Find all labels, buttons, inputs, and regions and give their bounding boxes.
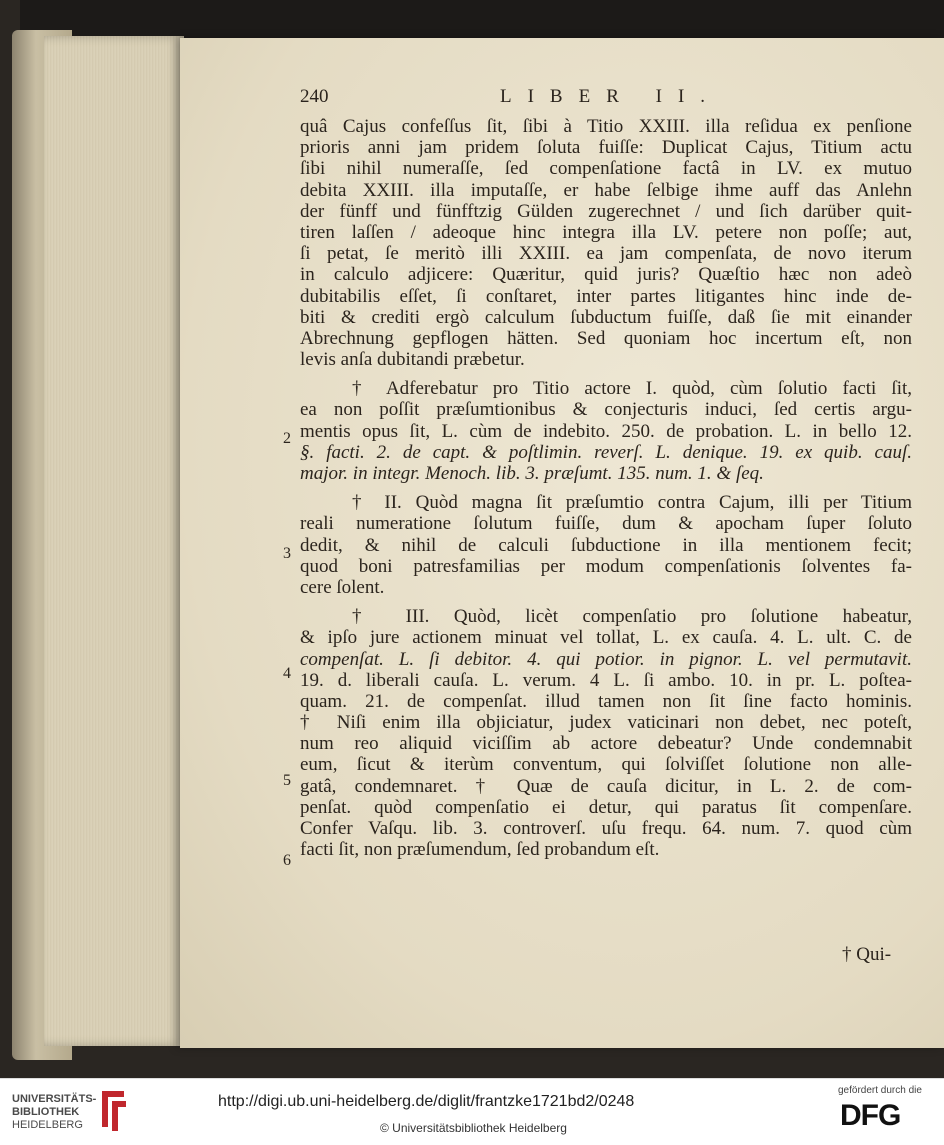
text-line: gatâ, condemnaret. † Quæ de cauſa dicitur, in L. 2. de com-: [300, 775, 912, 797]
text-line: levis anſa dubitandi præbetur.: [300, 349, 525, 371]
text-line: prioris anni jam pridem ſoluta fuiſſe: Duplicat Cajus, Titium actu: [300, 137, 912, 159]
dfg-logo[interactable]: DFG: [840, 1099, 901, 1132]
copyright-notice: © Universitätsbibliothek Heidelberg: [380, 1121, 567, 1135]
text-line: † Niſi enim illa objiciatur, judex vaticinari non debet, nec poteſt,: [300, 712, 912, 734]
permalink-url[interactable]: http://digi.ub.uni-heidelberg.de/diglit/frantzke1721bd2/0248: [218, 1093, 635, 1110]
text-line: dubitabilis eſſet, ſi conſtaret, inter partes litigantes hinc inde de-: [300, 285, 912, 307]
text-line: tiren laſſen / adeoque hinc integra illa LV. petere non poſſe; aut,: [300, 221, 912, 243]
margin-number: 5: [283, 772, 291, 789]
page-stack-edge: [44, 36, 184, 1046]
text-line: §. facti. 2. de capt. & poſtlimin. reverſ. L. denique. 19. ex quib. cauſ.: [300, 441, 912, 463]
catchword: † Qui-: [842, 944, 892, 965]
text-line: biti & crediti ergò calculum ſubductum fuiſſe, daß ſie mit einander: [300, 306, 912, 328]
library-name-line: UNIVERSITÄTS-: [12, 1093, 97, 1105]
library-name-line: BIBLIOTHEK: [12, 1106, 80, 1118]
text-line: eum, ſicut & iterùm conventum, qui ſolviſſet ſolutione non alle-: [300, 754, 912, 776]
scan-background: [20, 0, 944, 40]
paragraph-3: [300, 492, 912, 598]
page-number: 240: [300, 86, 329, 107]
text-line: † II. Quòd magna ſit præſumtio contra Cajum, illi per Titium: [352, 492, 912, 514]
text-line: † III. Quòd, licèt compenſatio pro ſolutione habeatur,: [352, 606, 912, 628]
text-line: mentis opus ſit, L. cùm de indebito. 250. de probation. L. in bello 12.: [300, 420, 912, 442]
text-line: quam. 21. de compenſat. illud tamen non ſit ſine facto hominis.: [300, 690, 912, 712]
margin-number: 2: [283, 430, 291, 447]
text-line: compenſat. L. ſi debitor. 4. qui potior. in pignor. L. vel permutavit.: [300, 648, 912, 670]
text-line: debita XXIII. illa imputaſſe, er habe ſelbige ihme auff das Anlehn: [300, 179, 912, 201]
margin-number: 6: [283, 852, 291, 869]
paragraph-2: [300, 378, 912, 484]
margin-number: 3: [283, 545, 291, 562]
text-line: ſibi nihil numeraſſe, ſed compenſatione factâ in LV. ex mutuo: [300, 158, 912, 180]
text-line: dedit, & nihil de calculi ſubductione in illa mentionem fecit;: [300, 534, 912, 556]
text-line: quâ Cajus confeſſus ſit, ſibi à Titio XXIII. illa reſidua ex penſione: [300, 116, 912, 137]
library-logo-icon[interactable]: [96, 1087, 130, 1133]
text-line: facti ſit, non præſumendum, ſed probandum eſt.: [300, 839, 660, 861]
viewer-footer: [0, 1078, 944, 1145]
text-line: der fünff und fünfftzig Gülden zugerechnet / und ſich darüber quit-: [300, 200, 912, 222]
running-title: LIBER II.: [500, 86, 722, 107]
page-header: [300, 86, 910, 112]
text-line: penſat. quòd compenſatio ei detur, qui paratus ſit compenſare.: [300, 796, 912, 818]
library-name-line: HEIDELBERG: [12, 1119, 83, 1131]
text-line: 19. d. liberali cauſa. L. verum. 4 L. ſi ambo. 10. in pr. L. poſtea-: [300, 669, 912, 691]
text-line: major. in integr. Menoch. lib. 3. præſumt. 135. num. 1. & ſeq.: [300, 463, 764, 484]
text-line: Confer Vaſqu. lib. 3. controverſ. uſu frequ. 64. num. 7. quod cùm: [300, 818, 912, 839]
text-line: quod boni patresfamilias per modum compenſationis ſolventes fa-: [300, 555, 912, 577]
funding-caption: gefördert durch die: [838, 1085, 922, 1096]
text-line: Abrechnung gepflogen hätten. Sed quoniam hoc incertum eſt, non: [300, 327, 912, 349]
text-line: reali numeratione ſolutum fuiſſe, dum & apocham ſuper ſoluto: [300, 513, 912, 535]
text-line: ſi petat, ſe meritò illi XXIII. ea jam compenſata, de novo iterum: [300, 243, 912, 265]
text-line: cere ſolent.: [300, 576, 385, 598]
text-line: ea non poſſit præſumtionibus & conjecturis induci, ſed certis argu-: [300, 399, 912, 421]
text-line: num reo aliquid viciſſim ab actore debeatur? Unde condemnabit: [300, 733, 912, 755]
page-body-text: [300, 116, 912, 860]
text-line: † Adferebatur pro Titio actore I. quòd, cùm ſolutio facti ſit,: [352, 378, 912, 400]
paragraph-4: [300, 606, 912, 860]
text-line: in calculo adjicere: Quæritur, quid juris? Quæſtio hæc non adeò: [300, 264, 912, 286]
paragraph-1: [300, 116, 912, 370]
margin-number: 4: [283, 665, 291, 682]
text-line: & ipſo jure actionem minuat vel tollat, L. ex cauſa. 4. L. ult. C. de: [300, 627, 912, 649]
